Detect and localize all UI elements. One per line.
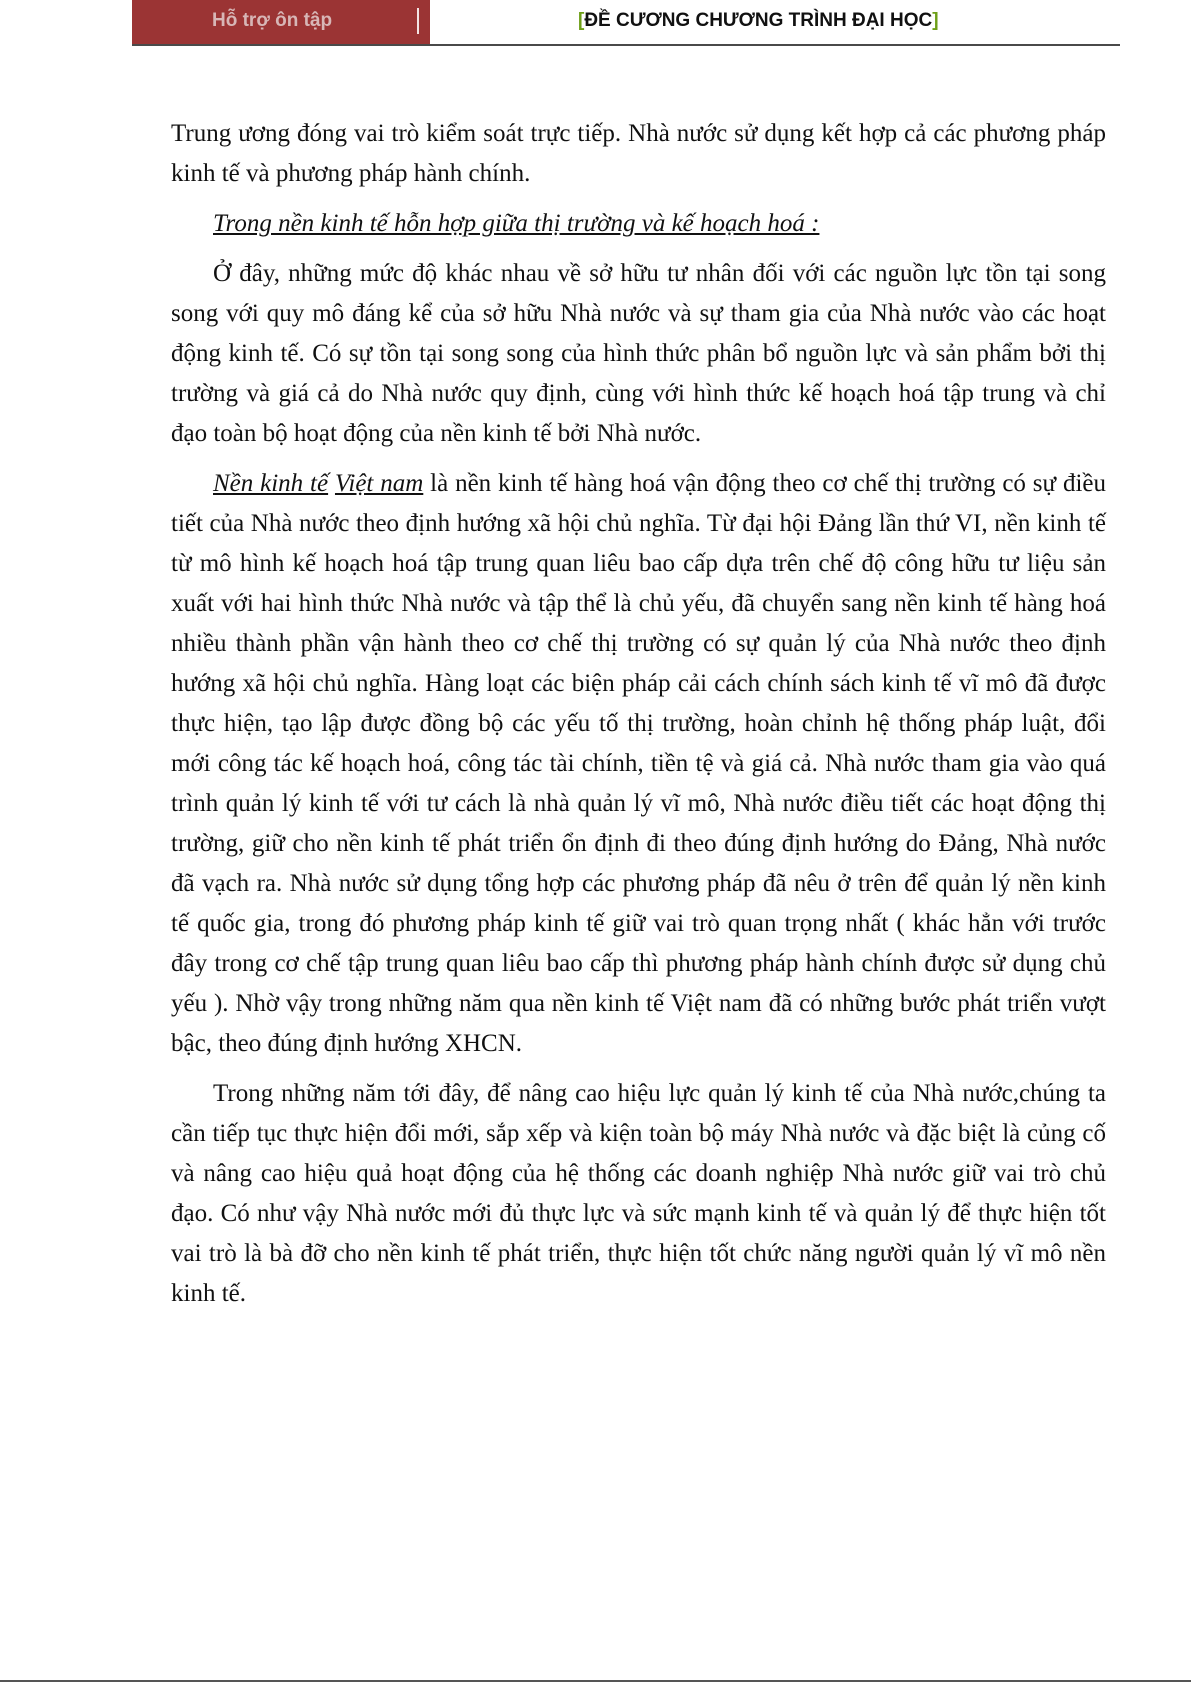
header-left-band (132, 0, 430, 44)
paragraph-3-lead-b: Việt nam (334, 470, 424, 497)
paragraph-1: Trung ương đóng vai trò kiểm soát trực tiếp. Nhà nước sử dụng kết hợp cả các phương pháp kinh tế và phương pháp hành chính. (171, 120, 1106, 187)
header-document-title (578, 10, 939, 32)
paragraph-3 (171, 464, 1106, 1064)
header-divider (417, 8, 419, 34)
paragraph-2: Ở đây, những mức độ khác nhau về sở hữu tư nhân đối với các nguồn lực tồn tại song song với quy mô đáng kể của sở hữu Nhà nước và sự tham gia của Nhà nước vào các hoạt động kinh tế. Có sự tồn tại song song của hình thức phân bổ nguồn lực và sản phẩm bởi thị trường và giá cả do Nhà nước quy định, cùng với hình thức kế hoạch hoá tập trung và chỉ đạo toàn bộ hoạt động của nền kinh tế bởi Nhà nước. (171, 260, 1106, 447)
header-section-label: Hỗ trợ ôn tập (212, 10, 333, 31)
document-body (171, 114, 1106, 1324)
paragraph-4: Trong những năm tới đây, để nâng cao hiệu lực quản lý kinh tế của Nhà nước,chúng ta cần tiếp tục thực hiện đổi mới, sắp xếp và kiện toàn bộ máy Nhà nước và đặc biệt là củng cố và nâng cao hiệu quả hoạt động của hệ thống các doanh nghiệp Nhà nước giữ vai trò chủ đạo. Có như vậy Nhà nước mới đủ thực lực và sức mạnh kinh tế và quản lý để thực hiện tốt vai trò là bà đỡ cho nền kinh tế phát triển, thực hiện tốt chức năng người quản lý vĩ mô nền kinh tế. (171, 1080, 1106, 1307)
section-heading (171, 204, 1106, 244)
header-open-bracket: [ (578, 10, 585, 31)
header-close-bracket: ] (932, 10, 939, 31)
footer-rule (0, 1680, 1191, 1682)
header-title-text: ĐỀ CƯƠNG CHƯƠNG TRÌNH ĐẠI HỌC (584, 10, 933, 31)
section-heading-text: Trong nền kinh tế hỗn hợp giữa thị trường và kế hoạch hoá : (213, 210, 820, 237)
paragraph-3-lead-a: Nền kinh tế (213, 470, 329, 497)
paragraph-3-text: là nền kinh tế hàng hoá vận động theo cơ chế thị trường có sự điều tiết của Nhà nước theo định hướng xã hội chủ nghĩa. Từ đại hội Đảng lần thứ VI, nền kinh tế từ mô hình kế hoạch hoá tập trung quan liêu bao cấp dựa trên chế độ công hữu tư liệu sản xuất với hai hình thức Nhà nước và tập thể là chủ yếu, đã chuyển sang nền kinh tế hàng hoá nhiều thành phần vận hành theo cơ chế thị trường có sự quản lý của Nhà nước theo định hướng xã hội chủ nghĩa. Hàng loạt các biện pháp cải cách chính sách kinh tế vĩ mô đã được thực hiện, tạo lập được đồng bộ các yếu tố thị trường, hoàn chỉnh hệ thống pháp luật, đổi mới công tác kế hoạch hoá, công tác tài chính, tiền tệ và giá cả. Nhà nước tham gia vào quá trình quản lý kinh tế với tư cách là nhà quản lý vĩ mô, Nhà nước điều tiết các hoạt động thị trường, giữ cho nền kinh tế phát triển ổn định đi theo đúng định hướng do Đảng, Nhà nước đã vạch ra. Nhà nước sử dụng tổng hợp các phương pháp đã nêu ở trên để quản lý nền kinh tế quốc gia, trong đó phương pháp kinh tế giữ vai trò quan trọng nhất ( khác hẳn với trước đây trong cơ chế tập trung quan liêu bao cấp thì phương pháp hành chính được sử dụng chủ yếu ). Nhờ vậy trong những năm qua nền kinh tế Việt nam đã có những bước phát triển vượt bậc, theo đúng định hướng XHCN. (171, 470, 1106, 1057)
page-header (132, 0, 1120, 46)
